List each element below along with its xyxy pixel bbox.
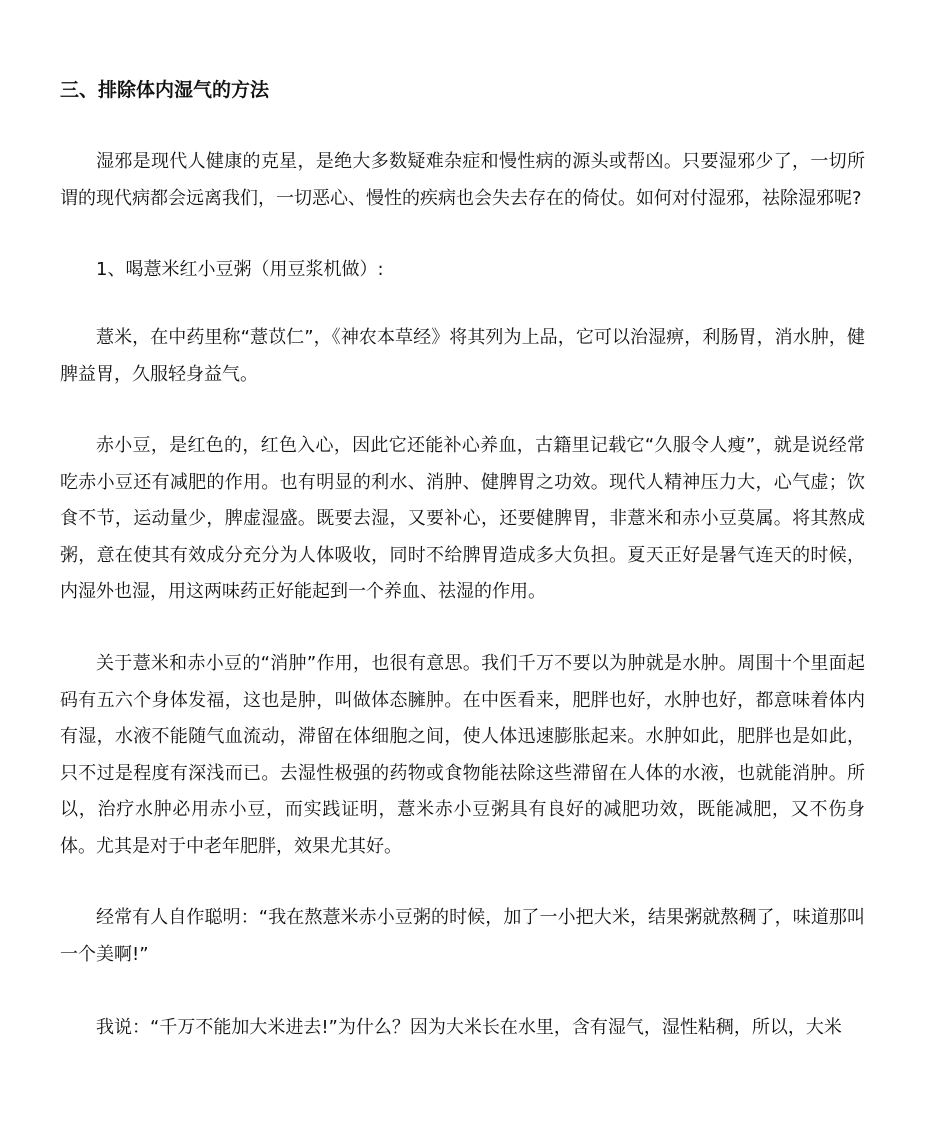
paragraph-red-bean: 赤小豆，是红色的，红色入心，因此它还能补心养血，古籍里记载它“久服令人瘦”，就是说经常吃赤小豆还有减肥的作用。也有明显的利水、消肿、健脾胃之功效。现代人精神压力大，心气虚；饮食不节，运动量少，脾虚湿盛。既要去湿，又要补心，还要健脾胃，非薏米和赤小豆莫属。将其熬成粥，意在使其有效成分充分为人体吸收，同时不给脾胃造成多大负担。夏天正好是暑气连天的时候，内湿外也湿，用这两味药正好能起到一个养血、祛湿的作用。: [60, 435, 865, 602]
paragraph-method-title: 1、喝薏米红小豆粥（用豆浆机做）:: [96, 259, 384, 280]
paragraph-rice-answer: 我说：“千万不能加大米进去!”为什么？因为大米长在水里，含有湿气，湿性粘稠，所以，大米: [96, 1017, 842, 1038]
paragraph-coix-seed: 薏米，在中药里称“薏苡仁”，《神农本草经》将其列为上品，它可以治湿痹，利肠胃，消水肿，健脾益胃，久服轻身益气。: [60, 327, 865, 385]
paragraph-swelling: 关于薏米和赤小豆的“消肿”作用，也很有意思。我们千万不要以为肿就是水肿。周围十个里面起码有五六个身体发福，这也是肿，叫做体态臃肿。在中医看来，肥胖也好，水肿也好，都意味着体内有湿，水液不能随气血流动，滞留在体细胞之间，使人体迅速膨胀起来。水肿如此，肥胖也是如此，只不过是程度有深浅而已。去湿性极强的药物或食物能祛除这些滞留在人体的水液，也就能消肿。所以，治疗水肿必用赤小豆，而实践证明，薏米赤小豆粥具有良好的减肥功效，既能减肥，又不伤身体。尤其是对于中老年肥胖，效果尤其好。: [60, 653, 865, 857]
section-heading: 三、排除体内湿气的方法: [60, 79, 270, 101]
paragraph-rice-question: 经常有人自作聪明：“我在熬薏米赤小豆粥的时候，加了一小把大米，结果粥就熬稠了，味道那叫一个美啊!”: [60, 907, 865, 965]
paragraph-intro: 湿邪是现代人健康的克星，是绝大多数疑难杂症和慢性病的源头或帮凶。只要湿邪少了，一切所谓的现代病都会远离我们，一切恶心、慢性的疾病也会失去存在的倚仗。如何对付湿邪，祛除湿邪呢?: [60, 151, 865, 209]
